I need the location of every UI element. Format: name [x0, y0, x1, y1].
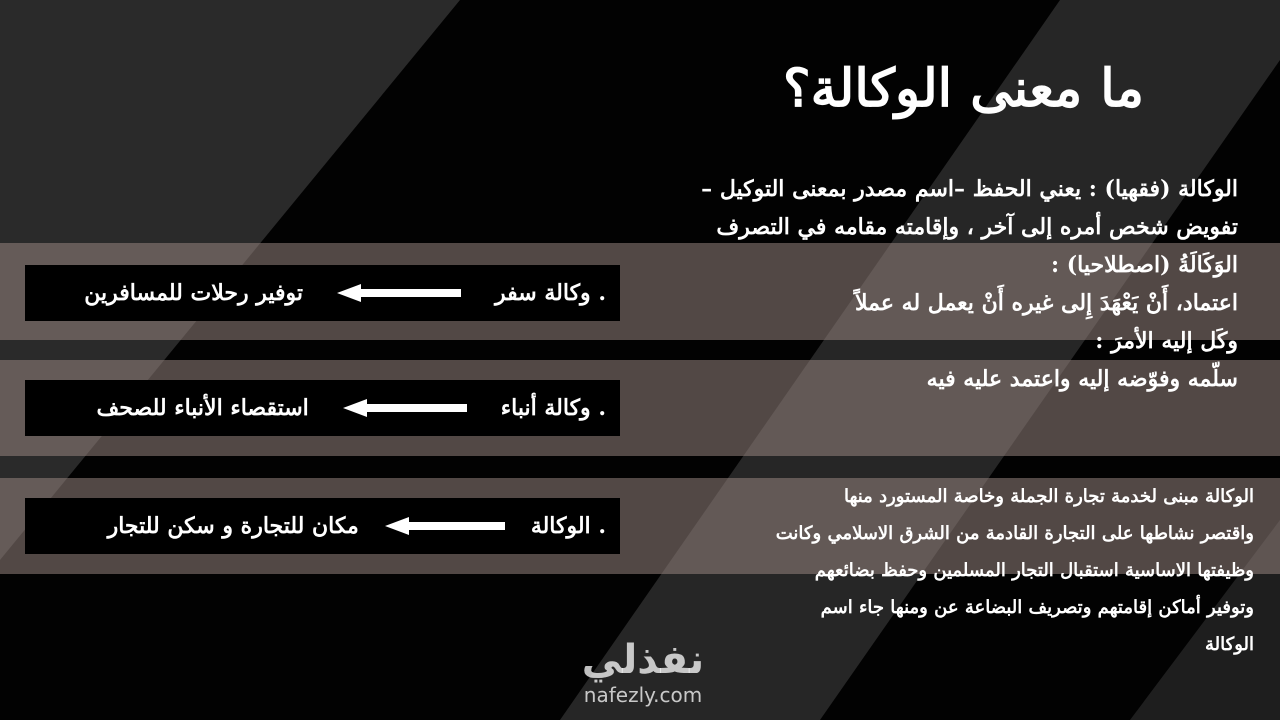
definition-line: الوَكَالَةُ (اصطلاحيا) : [1050, 252, 1238, 278]
definition-line: تفويض شخص أمره إلى آخر ، وإقامته مقامه في التصرف [716, 214, 1238, 240]
definition-line: سلّمه وفوّضه إليه واعتمد عليه فيه [926, 366, 1238, 392]
watermark-arabic: نفذلي [581, 637, 705, 683]
arrow-left-icon [337, 284, 461, 302]
arrow-left-icon [385, 517, 505, 535]
definition-text [538, 170, 1238, 398]
example-meaning: توفير رحلات للمسافرين [84, 280, 304, 306]
example-term: . الوكالة [530, 513, 606, 539]
history-line: الوكالة [1205, 634, 1254, 655]
example-term: . وكالة أنباء [500, 395, 606, 421]
definition-line: الوكالة (فقهيا) : يعني الحفظ –اسم مصدر بمعنى التوكيل – [701, 176, 1238, 202]
definition-line: وكَل إليه الأمرَ : [1095, 328, 1238, 354]
history-line: وظيفتها الاساسية استقبال التجار المسلمين وحفظ بضائعهم [814, 560, 1254, 581]
nafezly-watermark-logo [558, 636, 728, 706]
example-term: . وكالة سفر [495, 280, 606, 306]
example-box-travel [25, 265, 620, 321]
example-box-news [25, 380, 620, 436]
example-meaning: مكان للتجارة و سكن للتجار [107, 513, 359, 539]
arrow-left-icon [343, 399, 467, 417]
history-line: الوكالة مبنى لخدمة تجارة الجملة وخاصة المستورد منها [843, 486, 1254, 507]
example-box-wikala [25, 498, 620, 554]
history-line: واقتصر نشاطها على التجارة القادمة من الشرق الاسلامي وكانت [775, 523, 1254, 544]
definition-line: اعتماد، أَنْ يَعْهَدَ إِلى غيره أَنْ يعمل له عملاً [855, 290, 1238, 316]
history-line: وتوفير أماكن إقامتهم وتصريف البضاعة عن ومنها جاء اسم [820, 597, 1254, 618]
slide-title: ما معنى الوكالة؟ [783, 58, 1144, 119]
example-meaning: استقصاء الأنباء للصحف [96, 395, 309, 421]
watermark-latin: nafezly.com [583, 683, 703, 707]
